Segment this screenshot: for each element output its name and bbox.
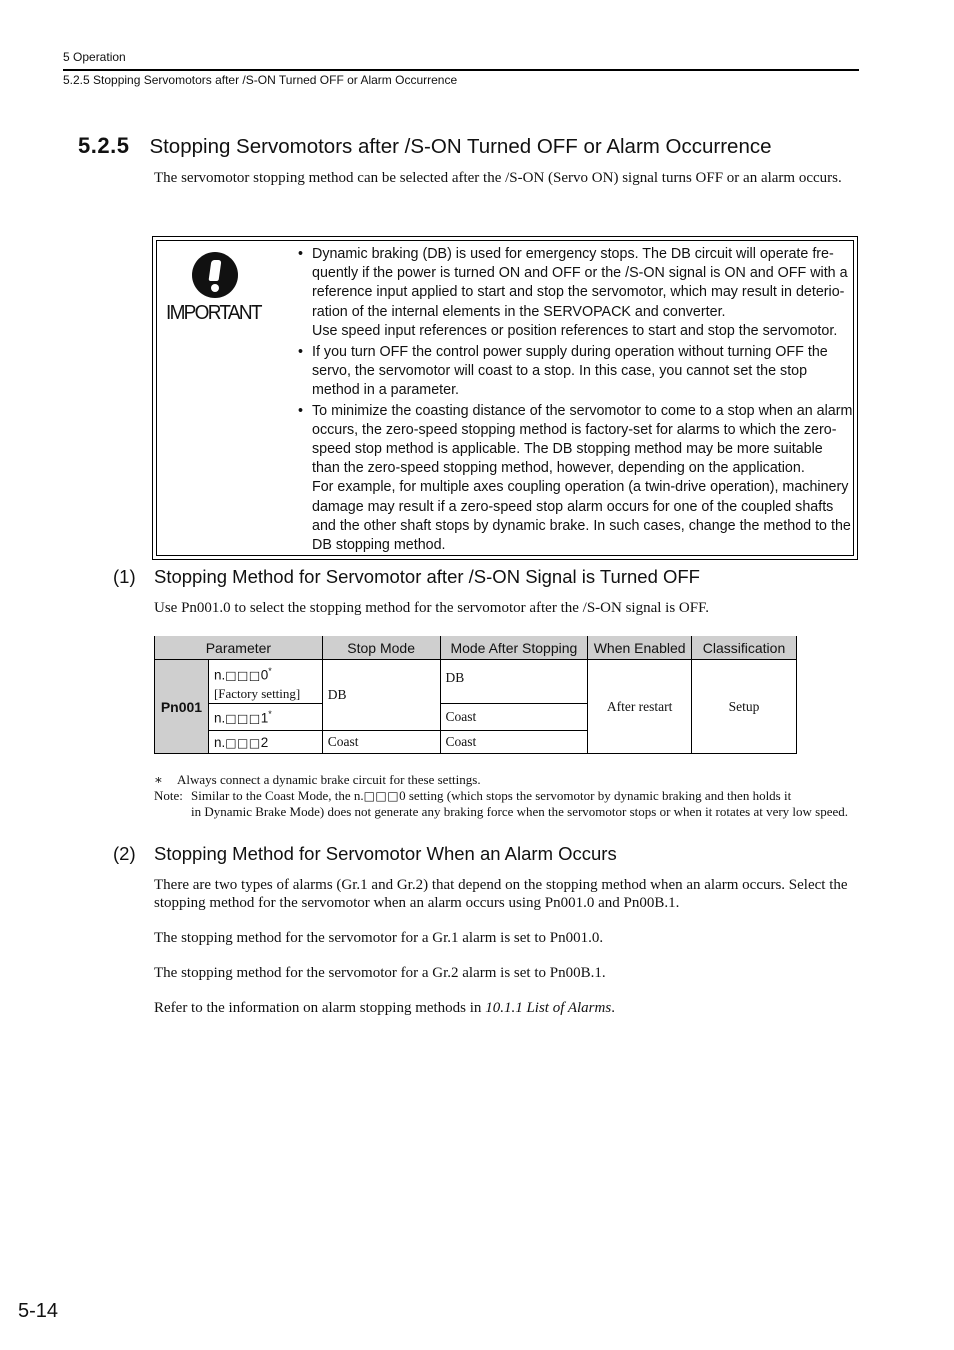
subsection-2-title: Stopping Method for Servomotor When an Alarm Occurs: [154, 843, 617, 864]
column-header: Parameter: [155, 636, 323, 660]
stop-mode-cell: DB: [322, 660, 440, 731]
subsection-2-heading: [113, 843, 617, 865]
setting-cell: n.□□□0* [Factory setting]: [208, 660, 322, 704]
subsection-1-text: Use Pn001.0 to select the stopping method for the servomotor after the /S-ON signal is OFF.: [154, 600, 709, 616]
important-label: IMPORTANT: [166, 302, 261, 324]
header-rule: [63, 69, 859, 71]
stop-mode-cell: Coast: [322, 731, 440, 754]
important-item: • If you turn OFF the control power supply during operation without turning OFF the servo, the servomotor will coast to a stop. In this case, you cannot set the stop method in a parameter.: [298, 343, 828, 398]
section-intro: The servomotor stopping method can be selected after the /S-ON (Servo ON) signal turns OFF or an alarm occurs.: [154, 170, 842, 186]
footnote-star: ∗ Always connect a dynamic brake circuit for these settings.: [154, 772, 481, 787]
after-stopping-cell: Coast: [440, 731, 588, 754]
column-header: Classification: [692, 636, 797, 660]
important-item: • Dynamic braking (DB) is used for emergency stops. The DB circuit will operate fre-quently if the power is turned ON and OFF or the /S-ON signal is ON and OFF with a reference input applied to start and stop the servomotor, which may result in deterio-ration of the internal elements in the SERVOPACK and converter. Use speed input references or position references to start and stop the servomotor.: [298, 246, 848, 339]
column-header: When Enabled: [588, 636, 692, 660]
important-list: [298, 245, 853, 557]
important-inner-frame: [156, 240, 854, 556]
when-enabled-cell: After restart: [588, 660, 692, 754]
setting-cell: n.□□□2: [208, 731, 322, 754]
subsection-1-number: (1): [113, 566, 136, 587]
section-number: 5.2.5: [78, 133, 130, 158]
parameter-table: [154, 636, 797, 754]
subsection-1-heading: [113, 566, 700, 588]
table-row: [155, 660, 797, 704]
setting-cell: n.□□□1*: [208, 704, 322, 731]
section-heading: [78, 133, 772, 159]
running-header-section: 5.2.5 Stopping Servomotors after /S-ON Turned OFF or Alarm Occurrence: [63, 73, 458, 87]
important-item: • To minimize the coasting distance of the servomotor to come to a stop when an alarm occurs, the zero-speed stopping method is factory-set for alarms to which the zero-speed stop method is applicable. The DB stopping method may be more suitable than the zero-speed stopping method, however, depending on the application. For example, for multiple axes coupling operation (a twin-drive operation), machinery damage may result if a zero-speed stop alarm occurs for one of the coupled shafts and the other shaft stops by dynamic brake. In such cases, change the method to the DB stopping method.: [298, 402, 853, 554]
parameter-name: Pn001: [155, 660, 209, 754]
table-header-row: [155, 636, 797, 660]
after-stopping-cell: DB: [440, 660, 588, 704]
important-box: [152, 236, 858, 560]
page-number: 5-14: [18, 1300, 59, 1322]
subsection-2-para-4: Refer to the information on alarm stopping methods in 10.1.1 List of Alarms.: [154, 1000, 615, 1016]
subsection-2-para-1: There are two types of alarms (Gr.1 and Gr.2) that depend on the stopping method when an alarm occurs. Select the stopping method for the servomotor when an alarm occurs using Pn001.0 and Pn00B.1.: [154, 877, 848, 911]
after-stopping-cell: Coast: [440, 704, 588, 731]
table-notes: [154, 772, 859, 820]
exclamation-icon: [192, 252, 238, 298]
column-header: Stop Mode: [322, 636, 440, 660]
cross-reference-link[interactable]: 10.1.1 List of Alarms: [485, 1000, 612, 1016]
footnote-note: Note: Similar to the Coast Mode, the n.□□□0 setting (which stops the servomotor by dynamic braking and then holds it in Dynamic Brake Mode) does not generate any braking force when the servomotor stops or when it rotates at very low speed.: [154, 788, 849, 819]
classification-cell: Setup: [692, 660, 797, 754]
column-header: Mode After Stopping: [440, 636, 588, 660]
subsection-2-number: (2): [113, 843, 136, 864]
subsection-1-title: Stopping Method for Servomotor after /S-ON Signal is Turned OFF: [154, 566, 700, 587]
subsection-2-para-2: The stopping method for the servomotor for a Gr.1 alarm is set to Pn001.0.: [154, 930, 604, 946]
running-header-chapter: 5 Operation: [63, 50, 126, 64]
section-title: Stopping Servomotors after /S-ON Turned OFF or Alarm Occurrence: [149, 135, 772, 158]
subsection-2-para-3: The stopping method for the servomotor for a Gr.2 alarm is set to Pn00B.1.: [154, 965, 606, 981]
